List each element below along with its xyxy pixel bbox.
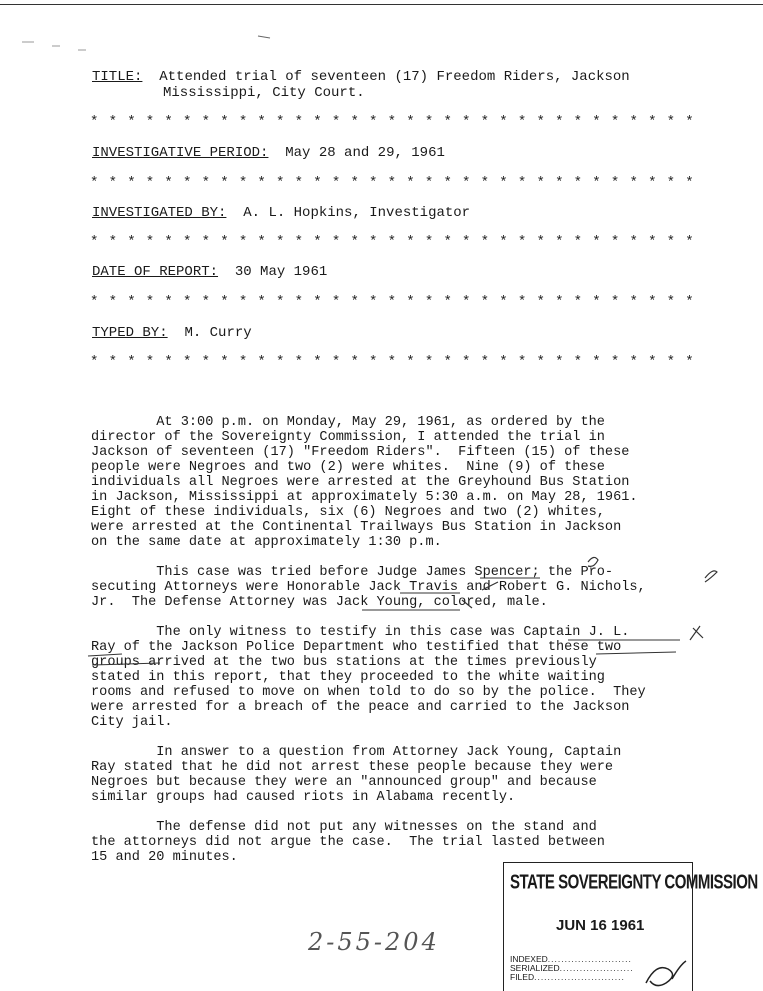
stamp-title: STATE SOVEREIGNTY COMMISSION xyxy=(510,871,758,894)
check-mark-captain xyxy=(690,626,703,640)
paragraph-5: The defense did not put any witnesses on the stand and the attorneys did not argue the case. The trial lasted between 15 and 20 minutes. xyxy=(91,820,605,865)
period-label: INVESTIGATIVE PERIOD: xyxy=(92,145,269,161)
received-stamp xyxy=(503,862,758,991)
investigated-value: A. L. Hopkins, Investigator xyxy=(243,205,471,221)
check-mark-nichols xyxy=(705,571,717,582)
separator-5: * * * * * * * * * * * * * * * * * * * * * * * * * * * * * * * * * xyxy=(90,354,695,370)
paragraph-1: At 3:00 p.m. on Monday, May 29, 1961, as ordered by the director of the Sovereignty Commission, I attended the trial in Jackson of seventeen (17) "Freedom Riders". Fifteen (15) of these people were Negroes and two (2) were whites. Nine (9) of these individuals all Negroes were arrested at the Greyhound Bus Station in Jackson, Mississippi at approximately 5:30 a.m. on May 28, 1961. Eight of these individuals, six (6) Negroes and two (2) whites, were arrested at the Continental Trailways Bus Station in Jackson on the same date at approximately 1:30 p.m. xyxy=(91,415,638,550)
date-label: DATE OF REPORT: xyxy=(92,264,219,280)
stray-marks-left xyxy=(22,42,86,50)
underline-groups xyxy=(92,663,160,665)
investigated-label: INVESTIGATED BY: xyxy=(92,205,227,221)
separator-4: * * * * * * * * * * * * * * * * * * * * * * * * * * * * * * * * * xyxy=(90,294,695,310)
date-value: 30 May 1961 xyxy=(234,264,328,280)
separator-2: * * * * * * * * * * * * * * * * * * * * * * * * * * * * * * * * * xyxy=(90,175,695,191)
stamp-serialized: SERIALIZED...................... xyxy=(510,963,634,973)
separator-3: * * * * * * * * * * * * * * * * * * * * * * * * * * * * * * * * * xyxy=(90,234,695,250)
title-line-2: Mississippi, City Court. xyxy=(163,85,365,101)
stamp-indexed: INDEXED......................... xyxy=(510,954,632,964)
underline-ray xyxy=(88,654,122,656)
paragraph-2: This case was tried before Judge James Spencer; the Pro- secuting Attorneys were Honorable Jack Travis and Robert G. Nichols, Jr. The Defense Attorney was Jack Young, colored, male. xyxy=(91,565,646,610)
slash-mark-young xyxy=(462,600,472,608)
stamp-date: JUN 16 1961 xyxy=(556,917,645,934)
file-number: 2-55-204 xyxy=(308,928,440,956)
stamp-serialized-label: SERIALIZED xyxy=(510,963,560,973)
paragraph-3: The only witness to testify in this case was Captain J. L. Ray of the Jackson Police Department who testified that these two groups arrived at the two bus stations at the times previously stated in this report, that they proceeded to the white waiting rooms and refused to move on when told to do so by the police. They were arrested for a breach of the peace and carried to the Jackson City jail. xyxy=(91,625,646,730)
check-mark-judge xyxy=(588,557,598,566)
stamp-filed-label: FILED xyxy=(510,972,535,982)
title-label: TITLE: xyxy=(92,69,143,85)
separator-1: * * * * * * * * * * * * * * * * * * * * * * * * * * * * * * * * * xyxy=(90,114,695,130)
paragraph-4: In answer to a question from Attorney Jack Young, Captain Ray stated that he did not arrest these people because they were Negroes but because they were an "announced group" and because similar groups had caused riots in Alabama recently. xyxy=(91,745,622,805)
stamp-initials-signature xyxy=(642,957,690,989)
typed-value: M. Curry xyxy=(184,325,252,341)
stamp-filed: FILED........................... xyxy=(510,972,625,982)
period-value: May 28 and 29, 1961 xyxy=(285,145,445,161)
underline-these-two xyxy=(596,652,676,654)
stamp-indexed-label: INDEXED xyxy=(510,954,548,964)
check-mark-travis xyxy=(482,582,498,590)
title-line-1: Attended trial of seventeen (17) Freedom Riders, Jackson xyxy=(159,69,630,85)
stray-mark-top xyxy=(258,36,270,38)
typed-label: TYPED BY: xyxy=(92,325,168,341)
